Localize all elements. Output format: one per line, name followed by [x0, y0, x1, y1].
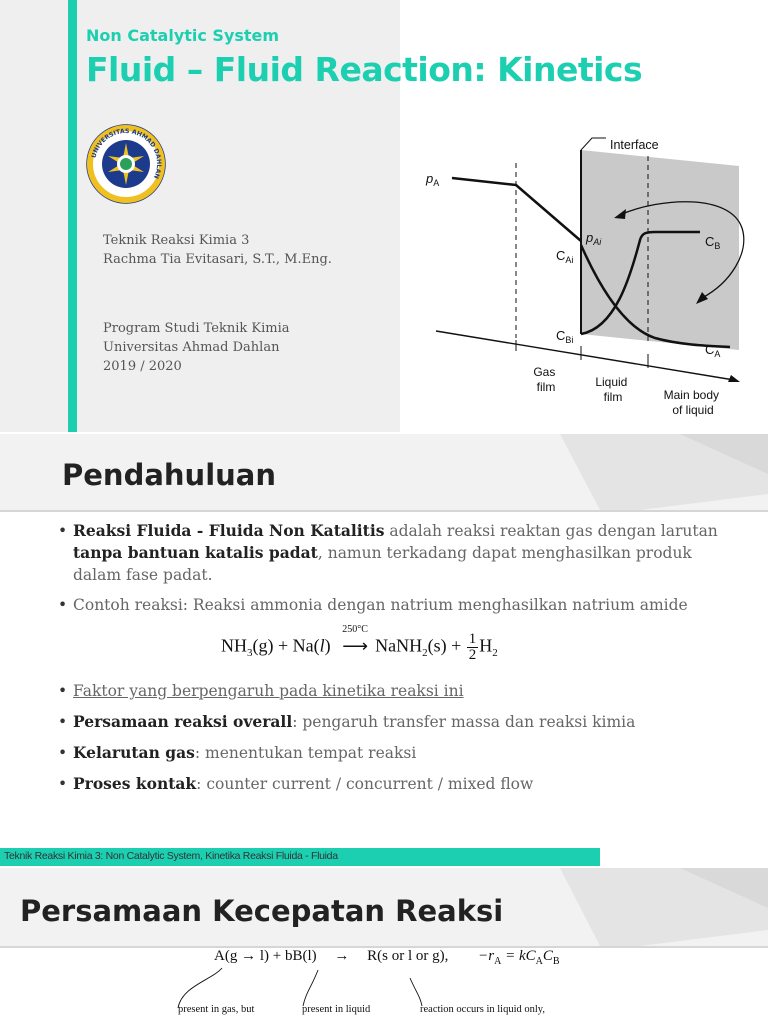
pai-label: $p_{Ai}$ — [586, 230, 602, 247]
reaction-condition: 250°C — [342, 623, 368, 635]
rate-equation-slide — [0, 868, 768, 1024]
slide-heading: Pendahuluan — [62, 458, 276, 492]
note-liquid-present: present in liquid — [302, 1004, 371, 1015]
pa-label: $p_A$ — [426, 171, 440, 188]
fraction: $\frac{1}{2}$ — [468, 631, 477, 663]
slide-title: Fluid – Fluid Reaction: Kinetics — [86, 50, 643, 89]
program-name: Program Studi Teknik Kimia — [103, 321, 290, 336]
lecturer-name: Rachma Tia Evitasari, S.T., M.Eng. — [103, 252, 332, 267]
liquid-film-label: Liquid film — [595, 375, 628, 404]
title-slide — [0, 0, 768, 432]
cbi-label: $C_{Bi}$ — [556, 328, 574, 345]
cb-label: $C_B$ — [705, 234, 721, 251]
main-body-label: Main body of liquid — [663, 388, 720, 417]
slide-subtitle: Non Catalytic System — [86, 26, 280, 45]
footer-text: Teknik Reaksi Kimia 3: Non Catalytic System, Kinetika Reaksi Fluida - Fluida — [4, 850, 338, 862]
university-logo — [86, 124, 166, 204]
ca-label: $C_A$ — [705, 342, 721, 359]
bullet-overall-equation: • Persamaan reaksi overall: pengaruh transfer massa dan reaksi kimia — [58, 711, 738, 733]
intro-slide — [0, 434, 768, 866]
reaction-equation-line — [58, 623, 738, 670]
course-info — [103, 231, 332, 269]
bullet-definition: • Reaksi Fluida - Fluida Non Katalitis adalah reaksi reaktan gas dengan larutan tanpa bantuan katalis padat, namun terkadang dapat menghasilkan produk dalam fase padat. — [58, 520, 738, 586]
course-name: Teknik Reaksi Kimia 3 — [103, 233, 250, 248]
slide-heading: Persamaan Kecepatan Reaksi — [20, 894, 504, 928]
accent-bar — [68, 0, 77, 432]
gas-liquid-film-diagram — [410, 128, 760, 428]
note-reaction-location: reaction occurs in liquid only, — [420, 1004, 545, 1015]
annotation-brackets — [0, 868, 768, 1024]
bullet-example: • Contoh reaksi: Reaksi ammonia dengan natrium menghasilkan natrium amide — [58, 594, 738, 616]
overall-reaction-equation: A(g → l) + bB(l) → R(s or l or g), $-r_A = kC_AC_B$ — [214, 948, 560, 967]
cai-label: $C_{Ai}$ — [556, 248, 574, 265]
ammonia-sodium-equation: $NH_3(g) + Na(l)$ 250°C ⟶ NaNH$_2$(s) + $\frac{1}{2}$ $H_2$ — [221, 623, 498, 663]
institution-info — [103, 319, 290, 376]
note-gas-soluble: present in gas, but — [178, 1004, 255, 1015]
interface-label: Interface — [610, 138, 659, 152]
heading-divider — [0, 510, 768, 512]
svg-text:UNIVERSITAS AHMAD DAHLAN: UNIVERSITAS AHMAD DAHLAN — [90, 127, 163, 180]
equation-container — [58, 623, 738, 676]
factor-list — [58, 680, 738, 804]
bullet-gas-solubility: • Kelarutan gas: menentukan tempat reaksi — [58, 742, 738, 764]
bullet-factors: • Faktor yang berpengaruh pada kinetika reaksi ini — [58, 680, 738, 702]
gas-film-label: Gas film — [533, 365, 556, 394]
university-name: Universitas Ahmad Dahlan — [103, 340, 280, 355]
bullet-list — [58, 520, 738, 622]
academic-year: 2019 / 2020 — [103, 359, 182, 374]
bullet-contact-process: • Proses kontak: counter current / concurrent / mixed flow — [58, 773, 738, 795]
